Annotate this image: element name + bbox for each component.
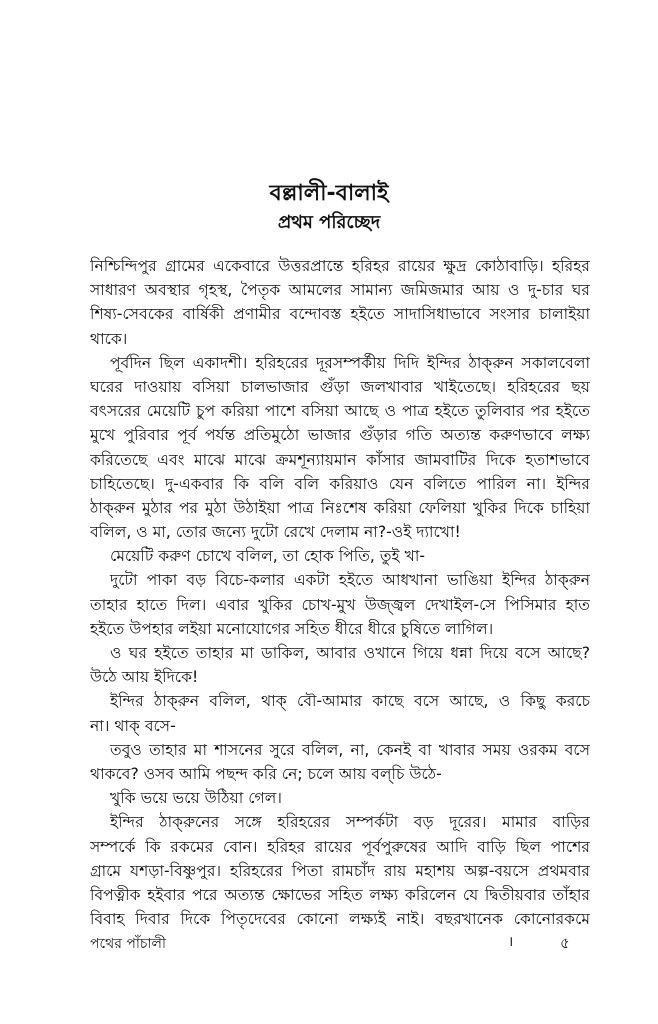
text-line: দুটো পাকা বড় বিচে-কলার একটা হইতে আধখানা ভাঙিয়া ইন্দির ঠাক্‌রুন [110, 571, 590, 590]
text-line: নিশ্চিন্দিপুর গ্রামের একেবারে উত্তরপ্রান্তে হরিহর রায়ের ক্ষুদ্র কোঠাবাড়ি। হরিহর [90, 257, 590, 275]
text-line: বলিল, ও মা, তোর জন্যে দুটো রেখে দেলাম না?-ওই দ্যাখো! [90, 523, 461, 542]
text-line: তাহার হাতে দিল। এবার খুকির চোখ-মুখ উজ্জ্বল দেখাইল-সে পিসিমার হাত [90, 595, 590, 614]
text-line: বিবাহ দিবার দিকে পিতৃদেবের কোনো লক্ষ্যই নাই। বছরখানেক কোনোরকমে [90, 910, 590, 929]
text-line: ঘরের দাওয়ায় বসিয়া চালভাজার গুঁড়া জলখাবার খাইতেছে। হরিহরের ছয় [90, 377, 590, 396]
text-line: ঠাক্‌রুন মুঠার পর মুঠা উঠাইয়া পাত্র নিঃশেষ করিয়া ফেলিয়া খুকির দিকে চাহিয়া [90, 498, 590, 517]
page-footer [90, 932, 590, 954]
text-line: না। থাক্‌ বসে- [90, 716, 176, 735]
footer-separator: । [508, 934, 514, 950]
text-line: ইন্দির ঠাক্‌রুনের সঙ্গে হরিহরের সম্পর্কটা বড় দূরের। মামার বাড়ির [110, 813, 590, 832]
body-text [90, 254, 590, 931]
text-line: ও ঘর হইতে তাহার মা ডাকিল, আবার ওখানে গিয়ে ধন্না দিয়ে বসে আছে? [110, 644, 590, 662]
page-number: ৫ [560, 934, 570, 952]
text-line: খুকি ভয়ে ভয়ে উঠিয়া গেল। [110, 789, 282, 808]
text-line: মেয়েটি করুণ চোখে বলিল, তা হোক পিতি, তুই খা- [110, 547, 425, 566]
text-line: উঠে আয় ইদিকে! [90, 668, 199, 687]
text-line: চাহিতেছে। দু-একবার কি বলি বলি করিয়াও যেন বলিতে পারিল না। ইন্দির [90, 474, 590, 493]
text-line: বৎসরের মেয়েটি চুপ করিয়া পাশে বসিয়া আছে ও পাত্র হইতে তুলিবার পর হইতে [90, 402, 590, 421]
chapter-title: বল্লালী-বালাই [269, 181, 389, 206]
text-line: থাকবে? ওসব আমি পছন্দ করি নে; চলে আয় বল্‌চি উঠে- [90, 764, 442, 783]
text-line: পূর্বদিন ছিল একাদশী। হরিহরের দূরসম্পর্কীয় দিদি ইন্দির ঠাক্‌রুন সকালবেলা [110, 353, 590, 372]
text-line: হইতে উপহার লইয়া মনোযোগের সহিত ধীরে ধীরে চুষিতে লাগিল। [90, 619, 494, 638]
text-line: বিপত্নীক হইবার পরে অত্যন্ত ক্ষোভের সহিত লক্ষ্য করিলেন যে দ্বিতীয়বার তাঁহার [90, 885, 590, 904]
text-line: গ্রামে যশড়া-বিষ্ণুপুর। হরিহরের পিতা রামচাঁদ রায় মহাশয় অল্প-বয়সে প্রথমবার [90, 861, 590, 880]
text-line: করিতেছে এবং মাঝে মাঝে ক্রমশূন্যায়মান কাঁসার জামবাটির দিকে হতাশভাবে [90, 450, 590, 469]
text-line: সম্পর্কে কি রকমের বোন। হরিহর রায়ের পূর্বপুরুষের আদি বাড়ি ছিল পাশের [90, 837, 590, 856]
running-title: পথের পাঁচালী [90, 936, 166, 952]
text-line: ইন্দির ঠাক্‌রুন বলিল, থাক্‌ বৌ-আমার কাছে বসে আছে, ও কিছু করচে [110, 692, 590, 711]
text-line: মুখে পুরিবার পূর্ব পর্যন্ত প্রতিমুঠো ভাজার গুঁড়ার গতি অত্যন্ত করুণভাবে লক্ষ্য [90, 426, 590, 445]
text-line: তবুও তাহার মা শাসনের সুরে বলিল, না, কেনই বা খাবার সময় ওরকম বসে [110, 740, 590, 759]
text-line: শিষ্য-সেবকের বার্ষিকী প্রণামীর বন্দোবস্ত হইতে সাদাসিধাভাবে সংসার চালাইয়া [90, 305, 590, 324]
text-line: থাকে। [90, 329, 128, 348]
chapter-subtitle: প্রথম পরিচ্ছেদ [277, 212, 381, 233]
text-line: সাধারণ অবস্থার গৃহস্থ, পৈতৃক আমলের সামান্য জমিজমার আয় ও দু-চার ঘর [90, 281, 590, 300]
